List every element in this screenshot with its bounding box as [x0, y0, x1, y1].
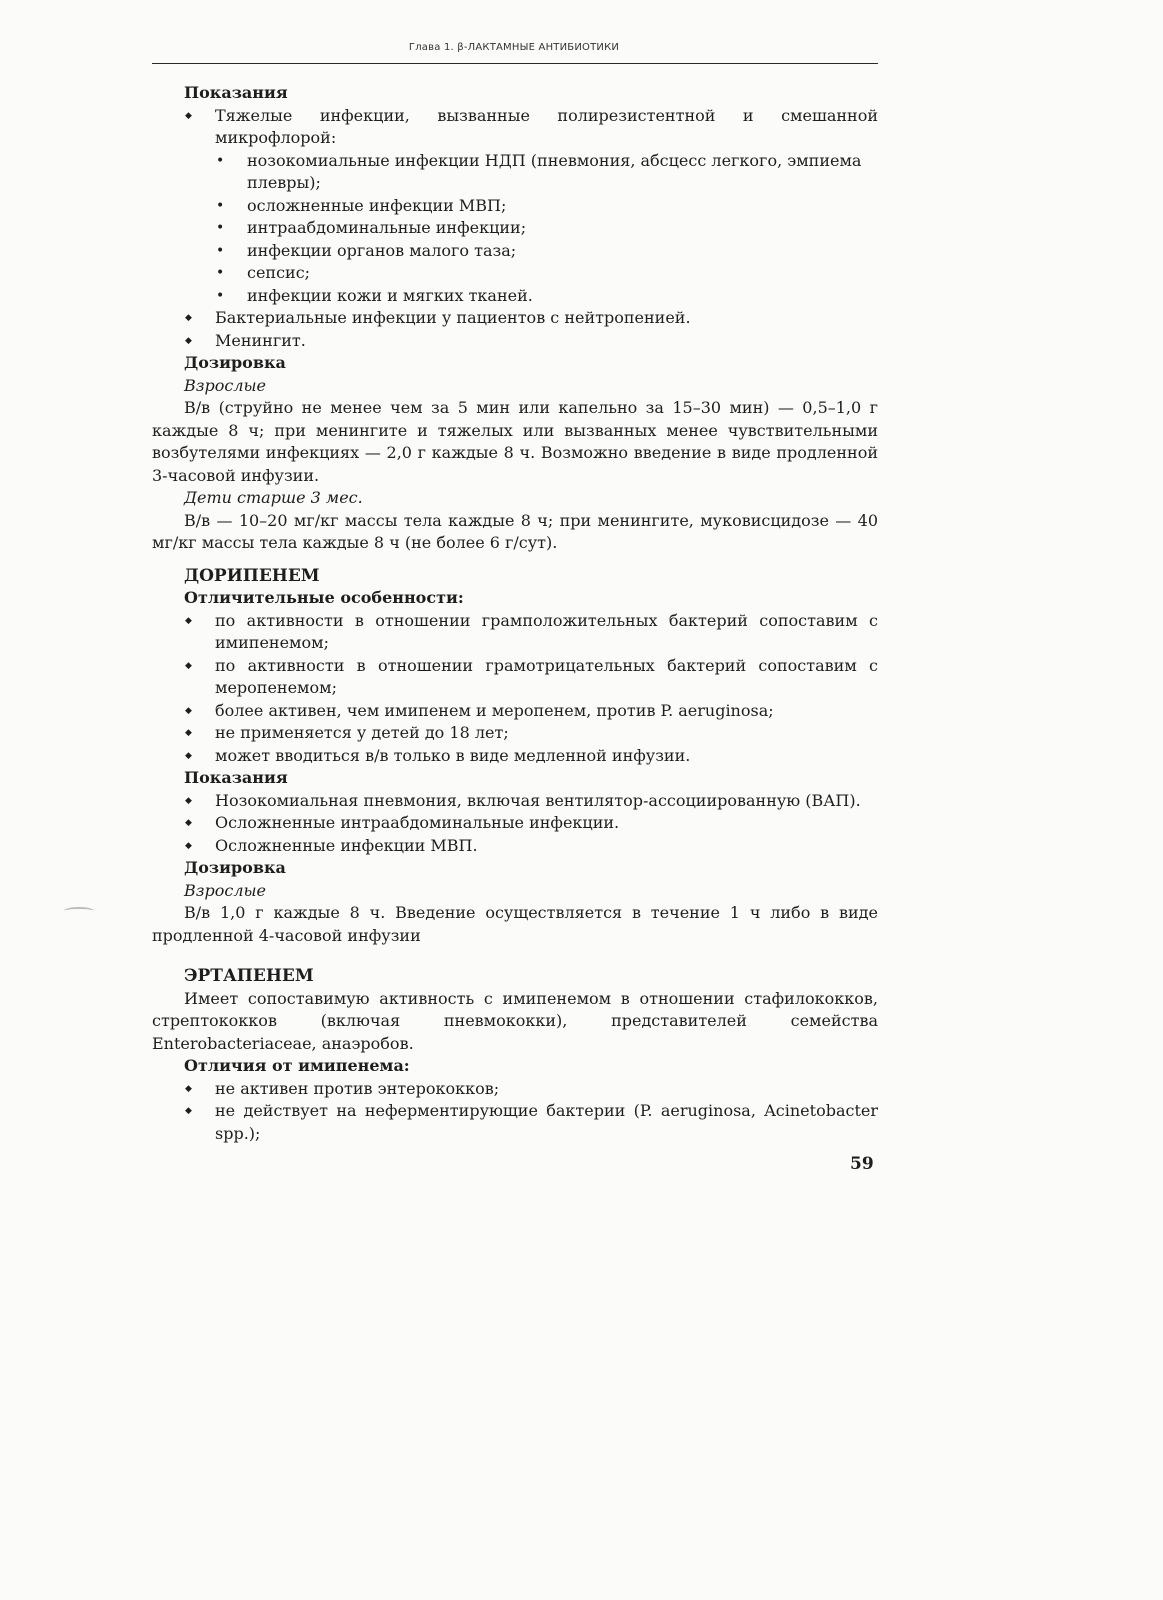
ertapenem-diff-heading: Отличия от имипенема: — [184, 1056, 410, 1075]
list-item: • интраабдоминальные инфекции; — [152, 217, 878, 240]
list-item: ◆ Бактериальные инфекции у пациентов с нейтропенией. — [152, 307, 878, 330]
doripenem-title: ДОРИПЕНЕМ — [184, 565, 320, 586]
running-header: Глава 1. β-ЛАКТАМНЫЕ АНТИБИОТИКИ — [408, 42, 620, 53]
list-item: • нозокомиальные инфекции НДП (пневмония, абсцесс легкого, эмпиема плевры); — [152, 150, 878, 195]
doripenem-indications-heading: Показания — [184, 768, 288, 787]
list-item: ◆ Менингит. — [152, 330, 878, 353]
doripenem-adults-label: Взрослые — [184, 880, 267, 900]
list-item: • инфекции органов малого таза; — [152, 240, 878, 263]
doripenem-adults-text: В/в 1,0 г каждые 8 ч. Введение осуществляется в течение 1 ч либо в виде продленной 4-часовой инфузии — [152, 903, 878, 945]
meropenem-adults-text: В/в (струйно не менее чем за 5 мин или капельно за 15–30 мин) — 0,5–1,0 г каждые 8 ч; при менингите и тяжелых или вызванных менее чувствительными возбутелями инфекциях — 2,0 г каждые 8 ч. Возможно введение в виде продленной 3-часовой инфузии. — [152, 398, 878, 485]
list-item: • сепсис; — [152, 262, 878, 285]
doripenem-dosage-heading: Дозировка — [184, 858, 286, 877]
doripenem-features-heading: Отличительные особенности: — [184, 588, 464, 607]
ertapenem-diff-list — [152, 1078, 878, 1146]
list-item: ◆ может вводиться в/в только в виде медленной инфузии. — [152, 745, 878, 768]
meropenem-children-text: В/в — 10–20 мг/кг массы тела каждые 8 ч; при менингите, муковисцидозе — 40 мг/кг массы тела каждые 8 ч (не более 6 г/сут). — [152, 510, 878, 552]
list-item: ◆ не действует на неферментирующие бактерии (P. aeruginosa, Acinetobacter spp.); — [152, 1100, 878, 1145]
page-number: 59 — [850, 1154, 874, 1174]
header-rule — [152, 63, 878, 64]
list-item: ◆ по активности в отношении грамотрицательных бактерий сопоставим с меропенемом; — [152, 655, 878, 700]
ertapenem-title: ЭРТАПЕНЕМ — [184, 966, 314, 986]
page-content — [152, 82, 878, 1145]
list-item: ◆ не применяется у детей до 18 лет; — [152, 722, 878, 745]
doripenem-indications-list — [152, 790, 878, 858]
meropenem-indications-more — [152, 307, 878, 352]
list-item: ◆ не активен против энтерококков; — [152, 1078, 878, 1101]
list-item: ◆ по активности в отношении грамположительных бактерий сопоставим с имипенемом; — [152, 610, 878, 655]
meropenem-indications-heading: Показания — [184, 83, 288, 102]
doripenem-features-list — [152, 610, 878, 768]
ertapenem-intro: Имеет сопоставимую активность с имипенемом в отношении стафилококков, стрептококков (включая пневмококки), представителей семейства Enterobacteriaceae, анаэробов. — [152, 988, 878, 1053]
meropenem-indications-sublist — [152, 150, 878, 308]
meropenem-indications-list — [152, 105, 878, 150]
scan-smudge — [64, 907, 94, 915]
list-item: ◆ более активен, чем имипенем и меропенем, против P. aeruginosa; — [152, 700, 878, 723]
list-item: • инфекции кожи и мягких тканей. — [152, 285, 878, 308]
list-item: • осложненные инфекции МВП; — [152, 195, 878, 218]
list-item: ◆ Нозокомиальная пневмония, включая вентилятор-ассоциированную (ВАП). — [152, 790, 878, 813]
list-item: ◆ Осложненные инфекции МВП. — [152, 835, 878, 858]
list-item-text: Тяжелые инфекции, вызванные полирезистентной и смешанной микрофлорой: — [215, 105, 878, 147]
meropenem-adults-label: Взрослые — [184, 375, 267, 395]
list-item — [152, 105, 878, 150]
list-item: ◆ Осложненные интраабдоминальные инфекции. — [152, 812, 878, 835]
meropenem-children-label: Дети старше 3 мес. — [184, 488, 363, 507]
meropenem-dosage-heading: Дозировка — [184, 353, 286, 372]
